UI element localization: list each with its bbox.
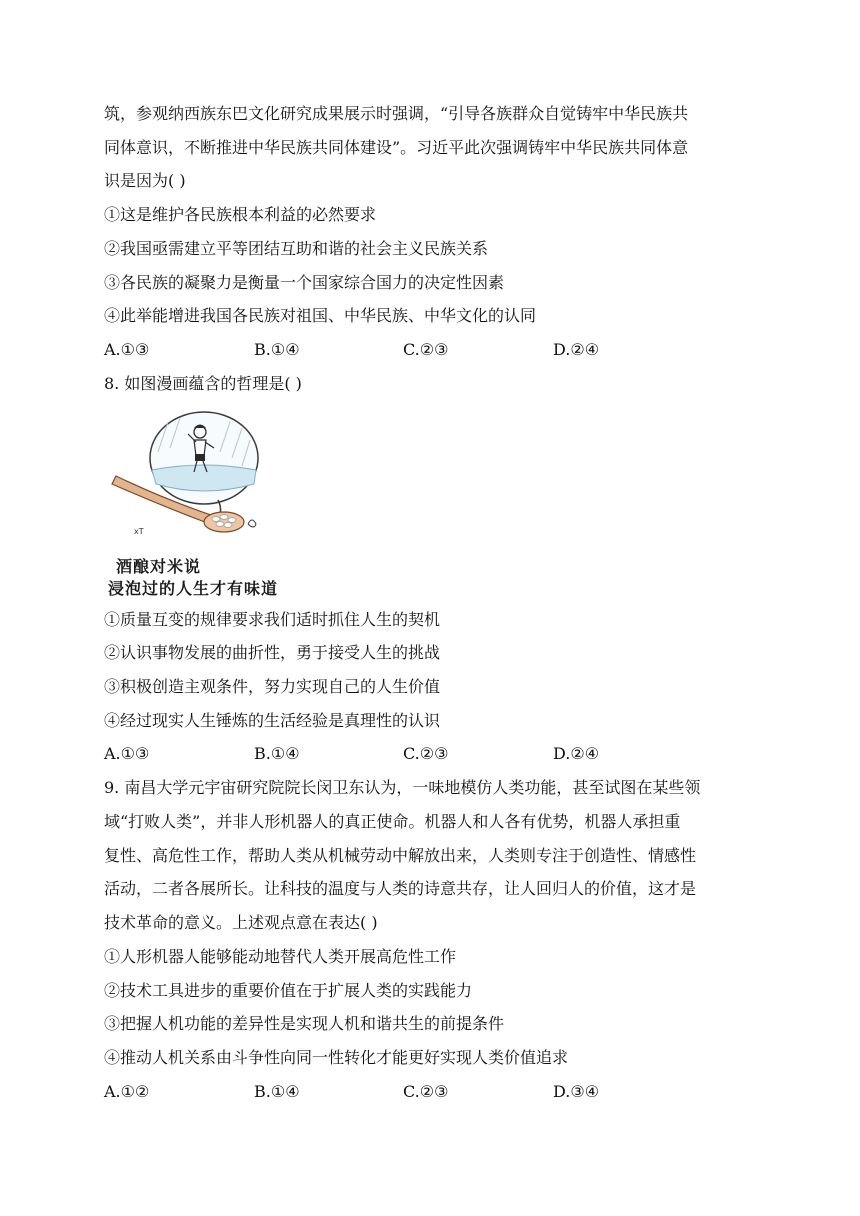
- cartoon-caption-line-2: 浸泡过的人生才有味道: [108, 579, 279, 598]
- q8-option-c[interactable]: C.②③: [403, 744, 449, 763]
- q8-statement-1: ①质量互变的规律要求我们适时抓住人生的契机: [104, 610, 441, 629]
- q7-option-c[interactable]: C.②③: [403, 340, 449, 359]
- q8-option-d[interactable]: D.②④: [553, 744, 600, 763]
- q9-statement-3: ③把握人机功能的差异性是实现人机和谐共生的前提条件: [104, 1014, 505, 1033]
- q7-text-line-3: 识是因为( ): [104, 171, 186, 190]
- q7-text-line-2: 同体意识，不断推进中华民族共同体建设”。习近平此次强调铸牢中华民族共同体意: [104, 138, 689, 157]
- q7-text-line-1: 筑，参观纳西族东巴文化研究成果展示时强调，“引导各族群众自觉铸牢中华民族共: [104, 104, 689, 123]
- q7-option-d[interactable]: D.②④: [553, 340, 600, 359]
- q7-options: [104, 340, 764, 360]
- q9-statement-1: ①人形机器人能够能动地替代人类开展高危性工作: [104, 947, 457, 966]
- q7-option-a[interactable]: A.①③: [104, 340, 150, 359]
- cartoon-signature: xT: [134, 527, 144, 536]
- q9-text-line-3: 复性、高危性工作，帮助人类从机械劳动中解放出来，人类则专注于创造性、情感性: [104, 846, 697, 865]
- q9-text-line-1: 9. 南昌大学元宇宙研究院院长闵卫东认为，一味地模仿人类功能，甚至试图在某些领: [104, 778, 701, 797]
- q7-option-b[interactable]: B.①④: [254, 340, 300, 359]
- q9-option-d[interactable]: D.③④: [553, 1082, 600, 1101]
- q8-cartoon-image: [106, 408, 282, 600]
- q9-options: [104, 1082, 764, 1102]
- q9-option-c[interactable]: C.②③: [403, 1082, 449, 1101]
- q9-statement-4: ④推动人机关系由斗争性向同一性转化才能更好实现人类价值追求: [104, 1048, 569, 1067]
- q8-stem: 8. 如图漫画蕴含的哲理是( ): [104, 374, 302, 393]
- small-grain-figure: [248, 520, 256, 527]
- q9-text-line-5: 技术革命的意义。上述观点意在表达( ): [104, 913, 378, 932]
- q7-statement-2: ②我国亟需建立平等团结互助和谐的社会主义民族关系: [104, 239, 489, 258]
- q7-statement-3: ③各民族的凝聚力是衡量一个国家综合国力的决定性因素: [104, 273, 505, 292]
- q9-option-a[interactable]: A.①②: [104, 1082, 150, 1101]
- q7-statement-1: ①这是维护各民族根本利益的必然要求: [104, 205, 377, 224]
- q9-text-line-4: 活动，二者各展所长。让科技的温度与人类的诗意共存，让人回归人的价值，这才是: [104, 879, 697, 898]
- cartoon-caption-line-1: 酒酿对米说: [116, 557, 202, 576]
- q8-options: [104, 744, 764, 764]
- q8-statement-3: ③积极创造主观条件，努力实现自己的人生价值: [104, 677, 441, 696]
- q8-option-a[interactable]: A.①③: [104, 744, 150, 763]
- q9-statement-2: ②技术工具进步的重要价值在于扩展人类的实践能力: [104, 981, 473, 1000]
- q8-statement-4: ④经过现实人生锤炼的生活经验是真理性的认识: [104, 711, 441, 730]
- q8-statement-2: ②认识事物发展的曲折性，勇于接受人生的挑战: [104, 643, 441, 662]
- q8-option-b[interactable]: B.①④: [254, 744, 300, 763]
- q9-option-b[interactable]: B.①④: [254, 1082, 300, 1101]
- cartoon-drawing: [106, 408, 282, 558]
- q7-statement-4: ④此举能增进我国各民族对祖国、中华民族、中华文化的认同: [104, 306, 537, 325]
- q9-text-line-2: 域“打败人类”，并非人形机器人的真正使命。机器人和人各有优势，机器人承担重: [104, 812, 681, 831]
- water-area: [152, 465, 256, 491]
